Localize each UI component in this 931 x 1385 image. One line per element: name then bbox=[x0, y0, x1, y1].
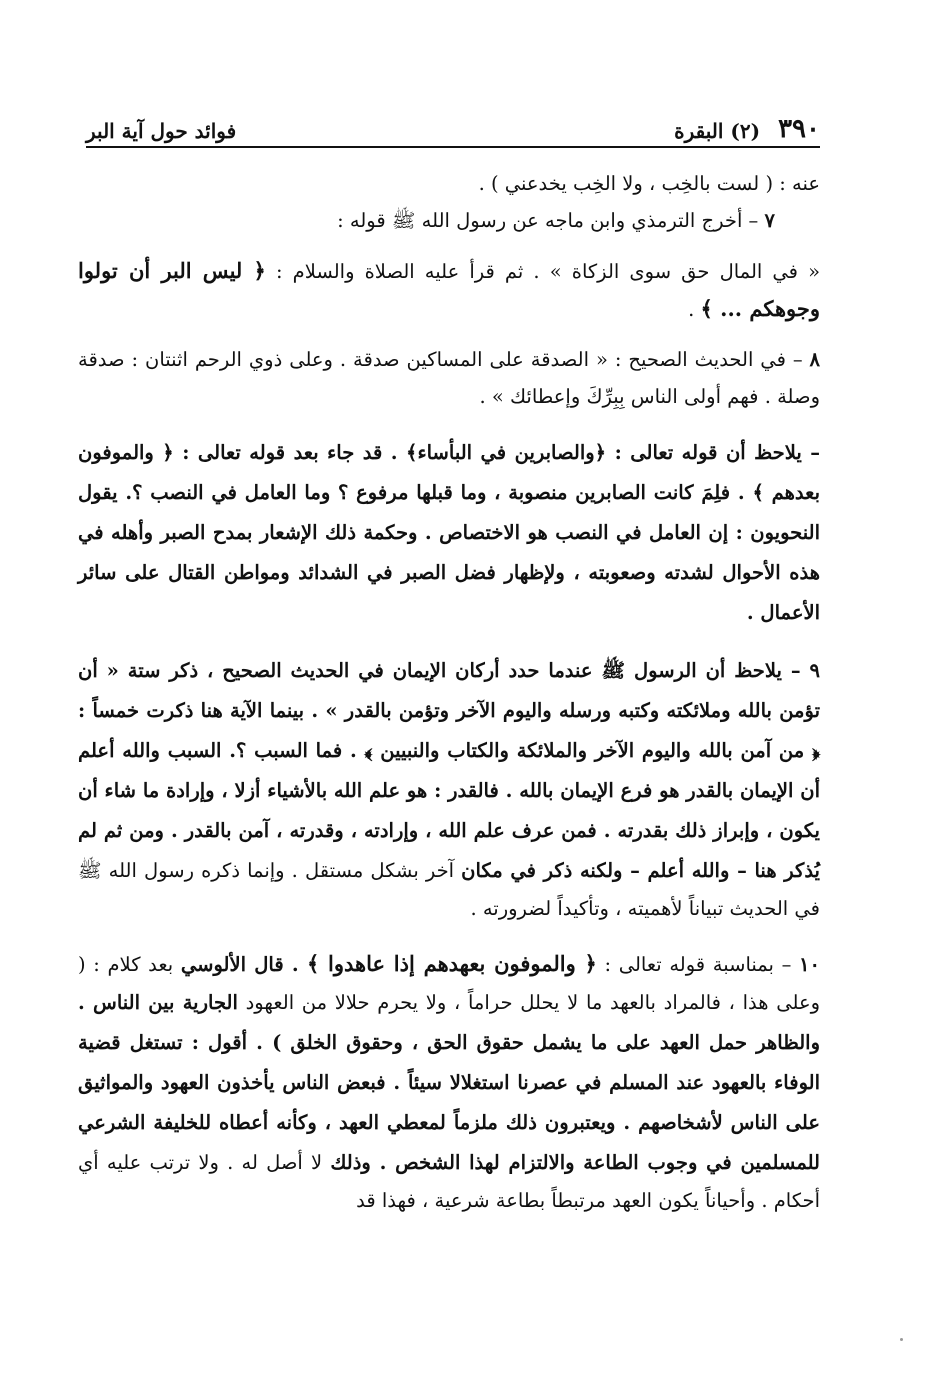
paragraph-item-8 bbox=[78, 342, 820, 415]
scan-speck bbox=[900, 1338, 903, 1341]
header-right-group bbox=[674, 114, 820, 144]
paragraph-last-line: لا أصل له . ولا ترتب عليه أي أحكام . وأحياناً يكون العهد مرتبطاً بطاعة شرعية ، فهذا قد bbox=[78, 1151, 820, 1212]
item-number: ٧ bbox=[764, 208, 775, 232]
paragraph-item-10 bbox=[78, 946, 820, 1220]
section-title: فوائد حول آية البر bbox=[86, 119, 237, 143]
page-header bbox=[86, 108, 820, 148]
paragraph-item-9 bbox=[78, 651, 820, 928]
item-number: ٨ bbox=[809, 348, 820, 371]
paragraph-text: – أخرج الترمذي وابن ماجه عن رسول الله ﷺ قوله : bbox=[337, 208, 759, 232]
surah-name: (٢) البقرة bbox=[674, 119, 761, 143]
item-number: ١٠ bbox=[799, 952, 820, 976]
paragraph-text: – يلاحظ أن الرسول ﷺ عندما حدد أركان الإيمان في الحديث الصحيح ، ذكر ستة « أن تؤمن بالله وملائكته وكتبه ورسله واليوم الآخر وتؤمن بالقدر » . بينما الآية هنا ذكرت خمساً : ﴿ من آمن بالله واليوم الآخر والملائكة والكتاب والنبيين ﴾ . فما السبب ؟. السبب والله أعلم أن الإيمان بالقدر هو فرع الإيمان بالله . فالقدر : هو علم الله بالأشياء أزلا ، وإرادة ما شاء أن يكون ، وإبراز ذلك بقدرته . فمن عرف علم الله ، وإرادته ، وقدرته ، آمن بالقدر . ومن ثم لم يُذكر هنا – والله أعلم – ولكنه ذكر في مكان bbox=[78, 659, 820, 882]
paragraph-item-7 bbox=[78, 203, 820, 240]
paragraph-note bbox=[78, 433, 820, 633]
paragraph-bold-section bbox=[78, 659, 820, 882]
item-number: ٩ bbox=[809, 659, 820, 682]
paragraph-lead-2: . قال الألوسي bbox=[180, 952, 307, 976]
paragraph-text: – في الحديث الصحيح : « الصدقة على المساكين صدقة . وعلى ذوي الرحم اثنتان : صدقة وصلة . فهم أولى الناس بِبِرِّكَ وإعطائك » . bbox=[78, 348, 820, 408]
paragraph-end: . bbox=[688, 297, 701, 321]
paragraph-tail: آخر بشكل مستقل . وإنما ذكره رسول الله ﷺ في الحديث تبياناً لأهميته ، وتأكيداً لضرورته . bbox=[78, 859, 820, 920]
paragraph-text: عنه : ( لست بالخِب ، ولا الخِب يخدعني ) . bbox=[478, 172, 820, 195]
paragraph-bold-section: الجارية بين الناس . والظاهر حمل العهد على ما يشمل حقوق الحق ، وحقوق الخلق ) . أقول : تستغل قضية الوفاء بالعهود عند المسلم في عصرنا استغلالا سيئاً . فبعض الناس يأخذون العهود والمواثيق على الناس لأشخاصهم . ويعتبرون ذلك ملزماً لمعطي العهد ، وكأنه أعطاه للخليفة الشرعي للمسلمين في وجوب الطاعة والالتزام لهذا الشخص . وذلك bbox=[78, 991, 820, 1174]
paragraph-text: – يلاحظ أن قوله تعالى : ﴿والصابرين في البأساء﴾ . قد جاء بعد قوله تعالى : ﴿ والموفون بعدهم ﴾ . فلِمَ كانت الصابرين منصوبة ، وما قبلها مرفوع ؟ وما العامل في النصب ؟. يقول النحويون : إن العامل في النصب هو الاختصاص . وحكمة ذلك الإشعار بمدح الصبر وأهله في هذه الأحوال لشدته وصعوبته ، ولإظهار فضل الصبر في الشدائد ومواطن القتال على سائر الأعمال . bbox=[78, 441, 820, 624]
paragraph-continuation bbox=[78, 166, 820, 203]
page-body bbox=[78, 166, 820, 1220]
hadith-quote bbox=[78, 253, 820, 328]
paragraph-lead: – بمناسبة قوله تعالى : bbox=[604, 952, 792, 976]
paragraph-text: بعد كلام : ( وعلى هذا ، فالمراد بالعهد ما لا يحلل حراماً ، ولا يحرم حلالا من العهود bbox=[78, 952, 820, 1014]
quran-verse: ﴿ ليس البر أن تولوا وجوهكم ... ﴾ bbox=[78, 258, 820, 321]
page-number: ٣٩٠ bbox=[778, 114, 820, 144]
quran-verse: ﴿ والموفون بعهدهم إذا عاهدوا ﴾ bbox=[306, 950, 597, 976]
paragraph-text: « في المال حق سوى الزكاة » . ثم قرأ عليه الصلاة والسلام : bbox=[275, 260, 821, 283]
